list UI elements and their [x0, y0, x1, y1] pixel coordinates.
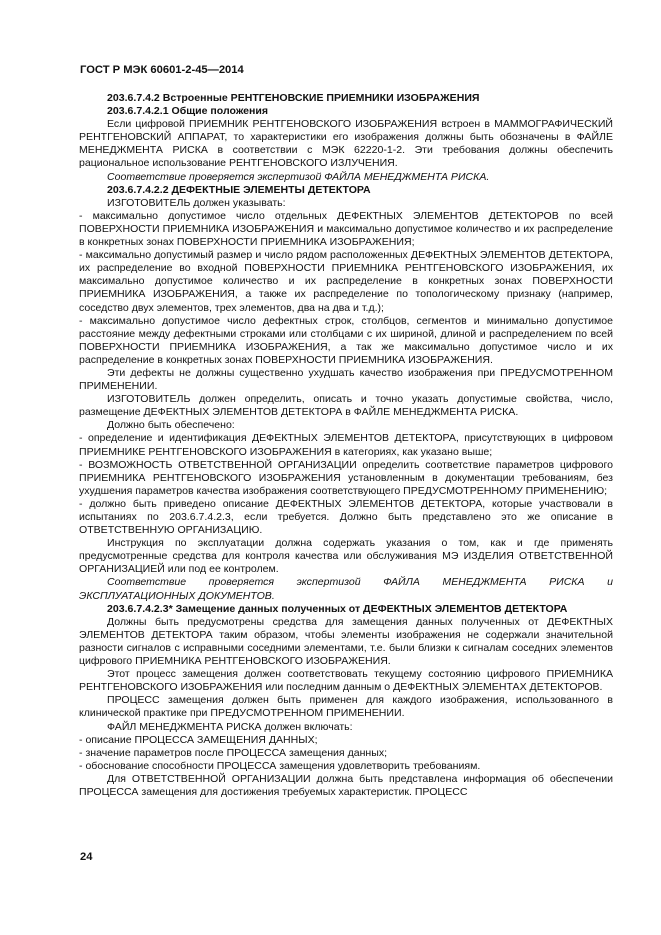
list-item: - максимально допустимое число дефектных строк, столбцов, сегментов и минимально допустимое расстояние между дефектными строками или столбцами с их шириной, длиной и распределением по всей ПОВЕРХНОСТИ ПРИЕМНИКА ИЗОБРАЖЕНИЯ, а так же максимально допустимое число и их распределение в конкретных зонах ПОВЕРХНОСТИ ПРИЕМНИКА ИЗОБРАЖЕНИЯ. [79, 314, 613, 366]
list-item: - должно быть приведено описание ДЕФЕКТНЫХ ЭЛЕМЕНТОВ ДЕТЕКТОРА, которые участвовали в испытаниях по 203.6.7.4.2.3, если требуется. Должно быть представлено это же описание в ОТВЕТСТВЕННУЮ ОРГАНИЗАЦИЮ. [79, 497, 613, 537]
body-text [79, 92, 613, 799]
list-item: - ВОЗМОЖНОСТЬ ОТВЕТСТВЕННОЙ ОРГАНИЗАЦИИ определить соответствие параметров цифрового ПРИЕМНИКА РЕНТГЕНОВСКОГО ИЗОБРАЖЕНИЯ установленным в документации требованиям, без ухудшения параметров качества изображения соответствующего ПРЕДУСМОТРЕННОМУ ПРИМЕНЕНИЮ; [79, 458, 613, 497]
paragraph: Инструкция по эксплуатации должна содержать указания о том, как и где применять предусмотренные средства для контроля качества или обслуживания МЭ ИЗДЕЛИЯ ОТВЕТСТВЕННОЙ ОРГАНИЗАЦИЕЙ или под ее контролем. [79, 537, 613, 576]
paragraph: ПРОЦЕСС замещения должен быть применен для каждого изображения, использованного в клинической практике при ПРЕДУСМОТРЕННОМ ПРИМЕНЕНИИ. [79, 694, 613, 720]
list-item: - значение параметров после ПРОЦЕССА замещения данных; [79, 746, 388, 759]
paragraph: Для ОТВЕТСТВЕННОЙ ОРГАНИЗАЦИИ должна быть представлена информация об обеспечении ПРОЦЕССА замещения для достижения требуемых характеристик. ПРОЦЕСС [79, 772, 613, 798]
paragraph: ИЗГОТОВИТЕЛЬ должен указывать: [107, 196, 286, 209]
compliance-note: Соответствие проверяется экспертизой ФАЙЛА МЕНЕДЖМЕНТА РИСКА и ЭКСПЛУАТАЦИОННЫХ ДОКУМЕНТОВ. [79, 576, 613, 602]
paragraph: Должны быть предусмотрены средства для замещения данных полученных от ДЕФЕКТНЫХ ЭЛЕМЕНТОВ ДЕТЕКТОРА таким образом, чтобы элементы изображения не содержали значительной разности сигналов с исправными соседними элементами, т.е. были близки к сигналам соседних элементов цифрового ПРИЕМНИКА РЕНТГЕНОВСКОГО ИЗОБРАЖЕНИЯ. [79, 615, 613, 668]
section-heading: 203.6.7.4.2.1 Общие положения [107, 105, 269, 118]
paragraph: ИЗГОТОВИТЕЛЬ должен определить, описать и точно указать допустимые свойства, число, размещение ДЕФЕКТНЫХ ЭЛЕМЕНТОВ ДЕТЕКТОРА в ФАЙЛЕ МЕНЕДЖМЕНТА РИСКА. [79, 393, 613, 419]
paragraph: ФАЙЛ МЕНЕДЖМЕНТА РИСКА должен включать: [107, 720, 353, 733]
list-item: - обоснование способности ПРОЦЕССА замещения удовлетворить требованиям. [79, 759, 481, 772]
section-heading: 203.6.7.4.2 Встроенные РЕНТГЕНОВСКИЕ ПРИЕМНИКИ ИЗОБРАЖЕНИЯ [107, 92, 480, 104]
list-item: - максимально допустимый размер и число рядом расположенных ДЕФЕКТНЫХ ЭЛЕМЕНТОВ ДЕТЕКТОРА, их распределение во входной ПОВЕРХНОСТИ ПРИЕМНИКА РЕНТГЕНОВСКОГО ИЗОБРАЖЕНИЯ, их максимально допустимое количество и их распределение в конкретных зонах ПОВЕРХНОСТИ ПРИЕМНИКА ИЗОБРАЖЕНИЯ, а также их распределение по топологическому признаку (например, соседство двух элементов, трех элементов, два на два и т.д.); [79, 249, 613, 314]
paragraph: Эти дефекты не должны существенно ухудшать качество изображения при ПРЕДУСМОТРЕННОМ ПРИМЕНЕНИИ. [79, 366, 613, 393]
page-number: 24 [80, 851, 93, 863]
section-heading: 203.6.7.4.2.3* Замещение данных полученных от ДЕФЕКТНЫХ ЭЛЕМЕНТОВ ДЕТЕКТОРА [107, 602, 568, 615]
list-item: - максимально допустимое число отдельных ДЕФЕКТНЫХ ЭЛЕМЕНТОВ ДЕТЕКТОРОВ по всей ПОВЕРХНОСТИ ПРИЕМНИКА ИЗОБРАЖЕНИЯ и максимально допустимое количество и их распределение в конкретных зонах ПОВЕРХНОСТИ ПРИЕМНИКА ИЗОБРАЖЕНИЯ; [79, 209, 613, 249]
compliance-note: Соответствие проверяется экспертизой ФАЙЛА МЕНЕДЖМЕНТА РИСКА. [107, 170, 490, 183]
section-heading: 203.6.7.4.2.2 ДЕФЕКТНЫЕ ЭЛЕМЕНТЫ ДЕТЕКТОРА [107, 183, 371, 196]
page-header: ГОСТ Р МЭК 60601-2-45—2014 [80, 64, 244, 76]
paragraph: Должно быть обеспечено: [107, 419, 235, 432]
list-item: - определение и идентификация ДЕФЕКТНЫХ ЭЛЕМЕНТОВ ДЕТЕКТОРА, присутствующих в цифровом ПРИЕМНИКЕ РЕНТГЕНОВСКОГО ИЗОБРАЖЕНИЯ в категориях, как указано выше; [79, 432, 613, 458]
paragraph: Если цифровой ПРИЕМНИК РЕНТГЕНОВСКОГО ИЗОБРАЖЕНИЯ встроен в МАММОГРАФИЧЕСКИЙ РЕНТГЕНОВСКИЙ АППАРАТ, то характеристики его изображения должны быть обозначены в ФАЙЛЕ МЕНЕДЖМЕНТА РИСКА в соответствии с МЭК 62220-1-2. Эти требования должны обеспечить рациональное использование РЕНТГЕНОВСКОГО ИЗЛУЧЕНИЯ. [79, 118, 613, 170]
paragraph: Этот процесс замещения должен соответствовать текущему состоянию цифрового ПРИЕМНИКА РЕНТГЕНОВСКОГО ИЗОБРАЖЕНИЯ или последним данным о ДЕФЕКТНЫХ ЭЛЕМЕНТАХ ДЕТЕКТОРОВ. [79, 668, 613, 694]
list-item: - описание ПРОЦЕССА ЗАМЕЩЕНИЯ ДАННЫХ; [79, 733, 318, 746]
